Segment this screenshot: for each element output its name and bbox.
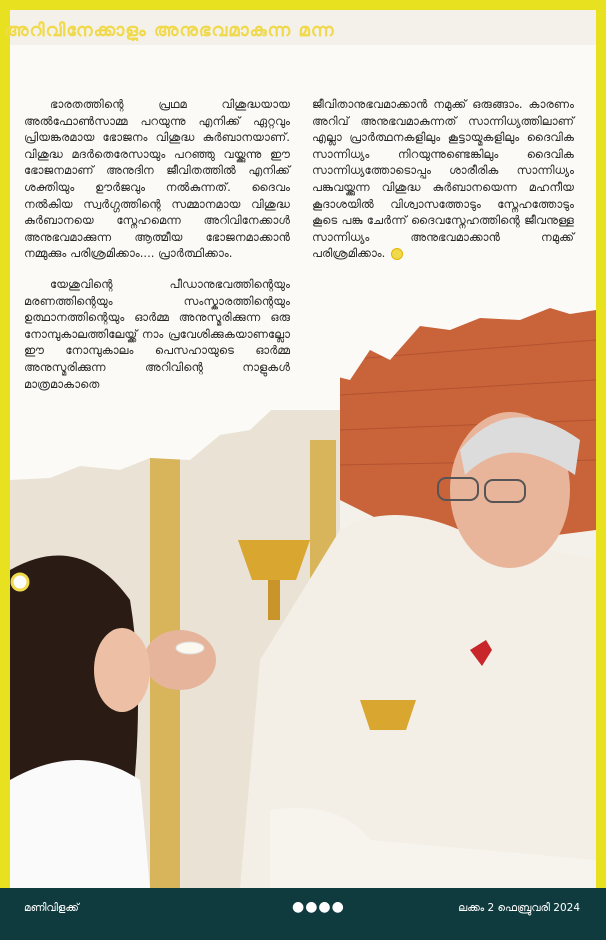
paragraph-right-1: ജീവിതാനുഭവമാക്കാൻ നമുക്ക് ഒരുങ്ങാം. കാരണം അറിവ് അനുഭവമാകുന്നത് സാന്നിധ്യത്തിലാണ് എല്ലാ പ്രാർത്ഥനകളിലും കൂട്ടായ്മകളിലും ദൈവിക സാന്നിധ്യം നിറയുന്നുണ്ടെങ്കിലും ദൈവിക സാന്നിധ്യത്തോടൊപ്പം ശാരീരിക സാന്നിധ്യം പങ്കുവയ്ക്കുന്ന വിശുദ്ധ കുർബാനയെന്ന മഹനീയ കൂദാശയിൽ വിശ്വാസത്തോടും സ്നേഹത്തോടും കൂടെ പങ്കു ചേർന്ന് ദൈവസ്നേഹത്തിന്റെ ജീവനുള്ള സാന്നിധ്യം അനുഭവമാക്കാൻ നമുക്ക് പരിശ്രമിക്കാം.	[312, 97, 574, 261]
article-end-icon	[391, 248, 403, 260]
left-accent-bar	[0, 0, 10, 888]
issue-info: ലക്കം 2 ഫെബ്രുവരി 2024	[458, 902, 580, 914]
magazine-name: മണിവിളക്ക്	[24, 902, 79, 914]
article-headline: അറിവിനേക്കാളും അനുഭവമാകുന്ന മന്ന	[4, 20, 335, 41]
child-dress	[10, 760, 150, 888]
page-footer	[0, 888, 606, 940]
pope-hand	[144, 630, 216, 690]
page-dots-icon[interactable]: ●●●●	[292, 899, 345, 915]
paragraph-left-2: യേശുവിന്റെ പീഡാനുഭവത്തിന്റെയും മരണത്തിന്റെയും സംസ്കാരത്തിന്റെയും ഉത്ഥാനത്തിന്റെയും ഓർമ്മ അനുസ്മരിക്കുന്ന ഒരു നോമ്പുകാലത്തിലേയ്ക്ക് നാം പ്രവേശിക്കുകയാണല്ലോ ഈ നോമ്പുകാലം പെസഹായുടെ ഓർമ്മ അനുസ്മരിക്കുന്ന അറിവിന്റെ നാളുകൾ മാത്രമാകാതെ	[24, 276, 290, 391]
text-column-left	[24, 96, 290, 406]
paragraph-left-1: ഭാരതത്തിന്റെ പ്രഥമ വിശുദ്ധയായ അൽഫോൺസാമ്മ പറയുന്നു എനിക്ക് ഏറ്റവും പ്രിയങ്കരമായ ഭോജനം വിശുദ്ധ കുർബാനയാണ്. വിശുദ്ധ മദർതെരേസായും പറഞ്ഞു വയ്ക്കുന്നു ഈ ഭോജനമാണ് അനുദിന ജീവിതത്തിൽ എനിക്ക് ശക്തിയും ഊർജവും നൽകുന്നത്. ദൈവം നൽകിയ സ്വർഗ്ഗത്തിന്റെ സമ്മാനമായ വിശുദ്ധ കുർബാനയെ സ്നേഹമെന്ന അറിവിനേക്കാൾ അനുഭവമാക്കുന്ന ആത്മീയ ഭോജനമാക്കാൻ നമ്മുക്കും പരിശ്രമിക്കാം.... പ്രാർത്ഥിക്കാം.	[24, 97, 290, 261]
hair-flower	[12, 574, 28, 590]
host-wafer	[176, 642, 204, 654]
text-column-right	[312, 96, 574, 276]
top-accent-bar	[0, 0, 606, 10]
right-accent-bar	[596, 0, 606, 888]
child-face	[94, 628, 150, 712]
